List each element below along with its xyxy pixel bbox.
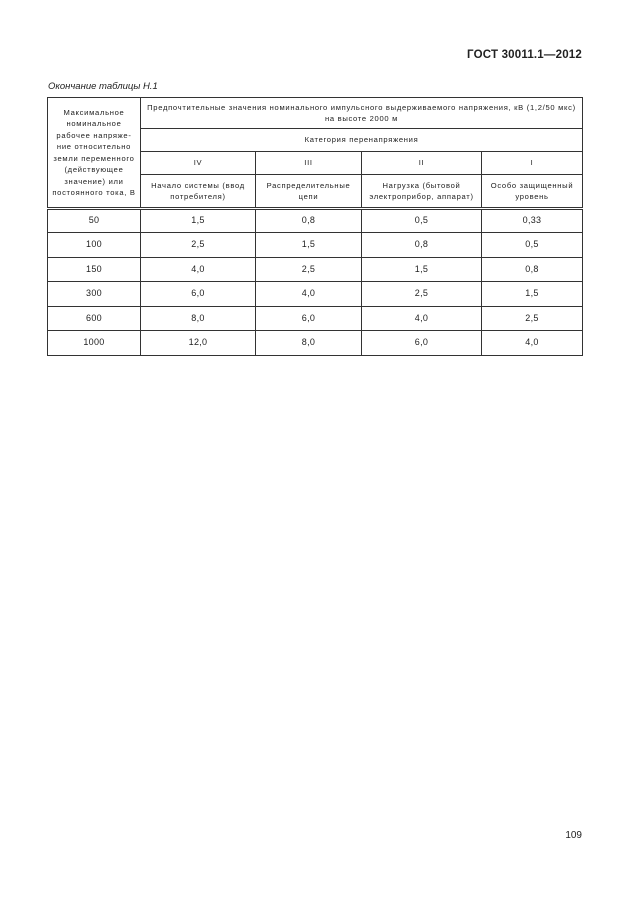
table-cell-voltage: 300 [48, 282, 141, 307]
table-cell: 1,5 [362, 257, 482, 282]
table-row [48, 331, 583, 356]
table-cell: 1,5 [141, 209, 256, 233]
table-cell: 1,5 [482, 282, 583, 307]
table-cell-voltage: 100 [48, 233, 141, 258]
category-number: III [256, 152, 362, 175]
table-cell: 2,5 [256, 257, 362, 282]
table-cell: 12,0 [141, 331, 256, 356]
category-name: Особо защищенный уровень [482, 175, 583, 209]
table-cell: 8,0 [256, 331, 362, 356]
table-cell: 4,0 [256, 282, 362, 307]
table-cell: 8,0 [141, 306, 256, 331]
table-row [48, 233, 583, 258]
table-cell: 2,5 [141, 233, 256, 258]
category-number: IV [141, 152, 256, 175]
table-row [48, 209, 583, 233]
table-cell: 4,0 [482, 331, 583, 356]
category-header: Категория перенапряжения [141, 129, 583, 152]
category-name: Распределительные цепи [256, 175, 362, 209]
table-cell: 6,0 [141, 282, 256, 307]
table-cell: 0,33 [482, 209, 583, 233]
table-cell-voltage: 50 [48, 209, 141, 233]
table-row [48, 257, 583, 282]
category-name: Нагрузка (бытовой электроприбор, аппарат) [362, 175, 482, 209]
document-header-standard: ГОСТ 30011.1—2012 [467, 49, 582, 61]
table-cell: 0,5 [482, 233, 583, 258]
table-cell: 4,0 [362, 306, 482, 331]
table-cell: 2,5 [482, 306, 583, 331]
table-caption: Окончание таблицы Н.1 [48, 81, 158, 92]
first-column-header: Максимальное номинальное рабочее напряже-ние относительно земли переменного (действующее значение) или постоянного тока, В [48, 98, 141, 209]
table-cell: 1,5 [256, 233, 362, 258]
table-cell: 2,5 [362, 282, 482, 307]
category-number: I [482, 152, 583, 175]
category-number: II [362, 152, 482, 175]
table-cell: 0,8 [256, 209, 362, 233]
table-cell-voltage: 600 [48, 306, 141, 331]
page-number: 109 [565, 830, 582, 841]
table-cell: 6,0 [362, 331, 482, 356]
table-row [48, 306, 583, 331]
group-header: Предпочтительные значения номинального импульсного выдерживаемого напряжения, кВ (1,2/50 мкс) на высоте 2000 м [141, 98, 583, 129]
table-cell: 6,0 [256, 306, 362, 331]
table-cell: 4,0 [141, 257, 256, 282]
table-cell: 0,8 [362, 233, 482, 258]
table-cell-voltage: 150 [48, 257, 141, 282]
table-row [48, 282, 583, 307]
table-cell: 0,5 [362, 209, 482, 233]
voltage-table [47, 97, 583, 356]
table-cell: 0,8 [482, 257, 583, 282]
category-name: Начало системы (ввод потребителя) [141, 175, 256, 209]
table-cell-voltage: 1000 [48, 331, 141, 356]
